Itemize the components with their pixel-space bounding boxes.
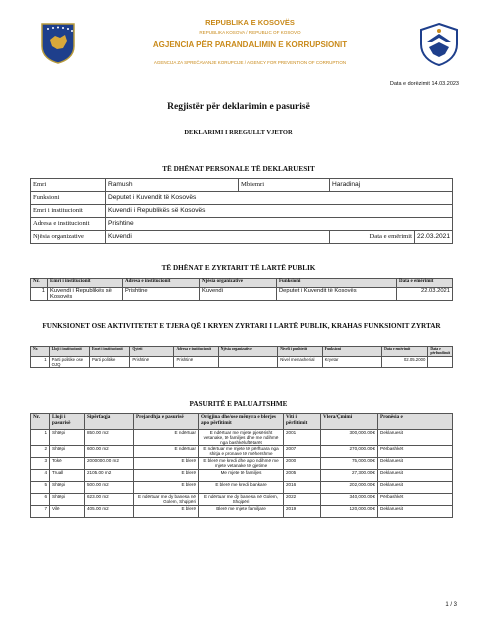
cell: E blerë me kredi bankare: [199, 482, 284, 494]
cell: Shtëpi: [50, 482, 85, 494]
mbiemri-label: Mbiemri: [238, 179, 329, 192]
cell: 202,000.00€: [321, 482, 378, 494]
column-header: Emri i institucionit: [48, 279, 123, 288]
column-header: Data e emërimit: [397, 279, 453, 288]
cell: Kuvendi i Republikës së Kosovës: [48, 288, 123, 301]
cell: 5: [31, 482, 50, 494]
cell: E ndërtuar me dy banesa në Golem, Shqipëri: [199, 494, 284, 506]
agency-subtitle: AGENCIJA ZA SPREČAVANJE KORUPCIJE / AGENCY FOR PREVENTION OF CORRUPTION: [153, 60, 347, 65]
cell: 2019: [284, 506, 321, 518]
emri-label: Emri: [31, 179, 106, 192]
cell: E blerë: [134, 482, 199, 494]
document-title: Regjistër për deklarimin e pasurisë: [167, 102, 310, 112]
cell: Deputet i Kuvendit të Kosovës: [277, 288, 397, 301]
cell: [218, 357, 278, 368]
cell: 850.00 m2: [85, 430, 134, 446]
cell: 75,000.00€: [321, 458, 378, 470]
cell: Parti politike ose OJQ: [49, 357, 89, 368]
cell: E ndërtuar: [134, 446, 199, 458]
cell: 2016: [284, 482, 321, 494]
cell: E ndërtuar me mjete të përftuara nga shitja e pronave të mëhershme: [199, 446, 284, 458]
cell: 22.03.2021: [397, 288, 453, 301]
cell: 2007: [284, 446, 321, 458]
column-header: Origjina dhe/ose mënyra e blerjes apo përfitimit: [199, 414, 284, 430]
cell: 2001: [284, 430, 321, 446]
column-header: Nr.: [31, 279, 48, 288]
column-header: Funksioni: [277, 279, 397, 288]
column-header: Adresa e institucionit: [123, 279, 200, 288]
table-row: [31, 458, 453, 470]
section-property-title: PASURITË E PALUAJTSHME: [189, 400, 288, 408]
adresa-value: Prishtine: [105, 218, 452, 231]
cell: Vilë: [50, 506, 85, 518]
section-functions-title: FUNKSIONET OSE AKTIVITETET E TJERA QË I KRYEN ZYRTARI I LARTË PUBLIK, KRAHAS FUNKSIONIT ZYRTAR: [42, 322, 441, 330]
column-header: Funksioni: [322, 347, 381, 357]
funksioni-label: Funksioni: [31, 192, 106, 205]
cell: Deklaruesit: [378, 482, 453, 494]
cell: 340,000.00€: [321, 494, 378, 506]
cell: Përbashkët: [378, 494, 453, 506]
table-row: [31, 446, 453, 458]
cell: Shtëpi: [50, 430, 85, 446]
cell: 270,000.00€: [321, 446, 378, 458]
kosovo-emblem-icon: [38, 22, 78, 64]
cell: 405.00 m2: [85, 506, 134, 518]
cell: 500.00 m2: [85, 482, 134, 494]
cell: 3: [31, 458, 50, 470]
cell: 2000000.00 m2: [85, 458, 134, 470]
cell: Kuvendi: [200, 288, 277, 301]
cell: Prishtinë: [130, 357, 174, 368]
cell: E ndërtuar me mjete pjesërisht vetanake, të familjes dhe me ndihmë nga bashkëluftëtarët: [199, 430, 284, 446]
funksioni-value: Deputet i Kuvendit të Kosovës: [105, 192, 452, 205]
data-emerimit-value: 22.03.2021: [414, 231, 452, 244]
table-row: [31, 482, 453, 494]
cell: Deklaruesit: [378, 470, 453, 482]
republic-name: REPUBLIKA E KOSOVËS: [205, 18, 295, 27]
column-header: Nr.: [31, 414, 50, 430]
njesia-value: Kuvendi: [105, 231, 329, 244]
institucion-label: Emri i institucionit: [31, 205, 106, 218]
table-row: [31, 506, 453, 518]
cell: Tokë: [50, 458, 85, 470]
cell: [428, 357, 453, 368]
cell: 623.00 m2: [85, 494, 134, 506]
cell: E blerë: [134, 506, 199, 518]
institucion-value: Kuvendi i Republikës së Kosovës: [105, 205, 452, 218]
column-header: Lloji i institucionit: [49, 347, 89, 357]
cell: E blerë me kredi dhe apo ndihmë me mjete vetanake të gjetime: [199, 458, 284, 470]
agency-logo-icon: [418, 22, 460, 66]
column-header: Data e përfundimit: [428, 347, 453, 357]
personal-data-table: [30, 178, 453, 244]
column-header: Vlera/Çmimi: [321, 414, 378, 430]
table-row: [31, 288, 453, 301]
cell: 1: [31, 288, 48, 301]
document-subtitle: DEKLARIMI I RREGULLT VJETOR: [184, 129, 293, 136]
cell: Shtëpi: [50, 446, 85, 458]
column-header: Njësia organizative: [200, 279, 277, 288]
functions-table: [30, 346, 453, 368]
cell: Me mjete të familjes: [199, 470, 284, 482]
column-header: Prejardhja e pasurisë: [134, 414, 199, 430]
cell: 1: [31, 357, 50, 368]
column-header: Sipërfaqja: [85, 414, 134, 430]
cell: 4: [31, 470, 50, 482]
cell: 2005: [284, 470, 321, 482]
column-header: Njësia organizative: [218, 347, 278, 357]
cell: Shtëpi: [50, 494, 85, 506]
property-table: [30, 413, 453, 518]
cell: 2022: [284, 494, 321, 506]
section-position-title: TË DHËNAT E ZYRTARIT TË LARTË PUBLIK: [161, 264, 316, 272]
cell: 6: [31, 494, 50, 506]
column-header: Data e emërimit: [382, 347, 428, 357]
cell: E blerë: [134, 470, 199, 482]
cell: Prishtinë: [174, 357, 218, 368]
cell: Deklaruesit: [378, 458, 453, 470]
cell: 120,000.00€: [321, 506, 378, 518]
cell: 1: [31, 430, 50, 446]
section-personal-title: TË DHËNAT PERSONALE TË DEKLARUESIT: [162, 165, 315, 173]
data-emerimit-label: Data e emërimit: [329, 231, 414, 244]
agency-name: AGJENCIA PËR PARANDALIMIN E KORRUPSIONIT: [152, 40, 348, 49]
cell: Parti politike: [90, 357, 130, 368]
mbiemri-value: Haradinaj: [329, 179, 452, 192]
cell: Blerë me mjete familjare: [199, 506, 284, 518]
table-row: [31, 470, 453, 482]
cell: 27,300.00€: [321, 470, 378, 482]
cell: Përbashkët: [378, 446, 453, 458]
cell: 2105.00 m2: [85, 470, 134, 482]
cell: E ndërtuar me dy banesa në Golem, Shqipëri: [134, 494, 199, 506]
adresa-label: Adresa e institucionit: [31, 218, 106, 231]
table-row: [31, 357, 453, 368]
table-row: [31, 430, 453, 446]
column-header: Pronësia e: [378, 414, 453, 430]
njesia-label: Njësia organizative: [31, 231, 106, 244]
position-table: [30, 278, 453, 301]
cell: 600.00 m2: [85, 446, 134, 458]
cell: Truall: [50, 470, 85, 482]
cell: 2: [31, 446, 50, 458]
republic-subtitle: REPUBLIKA KOSOVA / REPUBLIC OF KOSOVO: [199, 30, 301, 35]
column-header: Nr.: [31, 347, 50, 357]
column-header: Emri i institucionit: [90, 347, 130, 357]
cell: E ndërtuar: [134, 430, 199, 446]
column-header: Viti i përfitimit: [284, 414, 321, 430]
cell: 2000: [284, 458, 321, 470]
emri-value: Ramush: [105, 179, 238, 192]
table-row: [31, 494, 453, 506]
cell: 7: [31, 506, 50, 518]
cell: Prishtine: [123, 288, 200, 301]
submission-date: Data e dorëzimit 14.03.2023: [389, 81, 459, 87]
cell: Kryetar: [322, 357, 381, 368]
cell: 02.05.2000: [382, 357, 428, 368]
column-header: Qyteti: [130, 347, 174, 357]
cell: E blerë: [134, 458, 199, 470]
document-header: [0, 8, 477, 66]
cell: Deklaruesit: [378, 430, 453, 446]
column-header: Niveli i pushtetit: [278, 347, 322, 357]
cell: Nivel menaxherial: [278, 357, 322, 368]
page-number: 1 / 3: [445, 602, 457, 608]
column-header: Lloji i pasurisë: [50, 414, 85, 430]
cell: Deklaruesit: [378, 506, 453, 518]
column-header: Adresa e institucionit: [174, 347, 218, 357]
cell: 300,000.00€: [321, 430, 378, 446]
